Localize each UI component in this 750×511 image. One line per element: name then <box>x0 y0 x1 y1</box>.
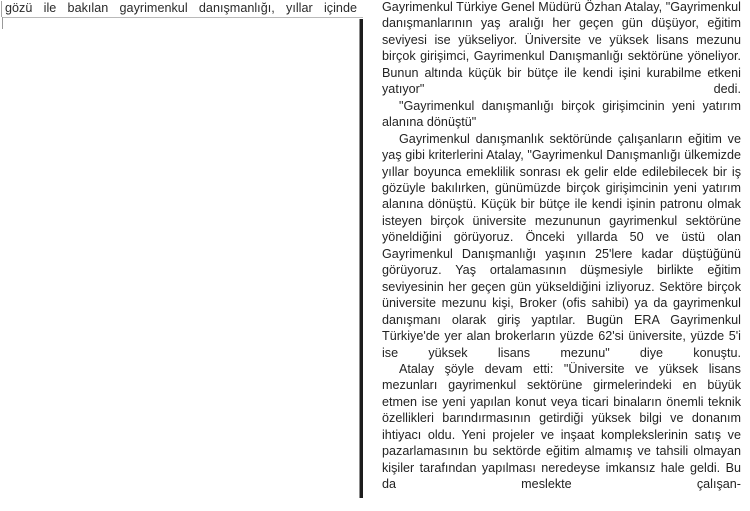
paragraph: Gayrimenkul Türkiye Genel Müdürü Özhan Atalay, "Gayrimenkul danışmanlarının yaş aralığı her geçen gün düşüyor, eğitim seviyesi ise yükseliyor. Üniversite ve yüksek lisans mezunu birçok girişimci, Gayrimenkul Danışmanlığı sektörüne yöneliyor. Bunun altında küçük bir bütçe ile kendi işini kurabilme etkeni yatıyor" dedi. <box>382 0 741 97</box>
photo-placeholder-box <box>2 17 363 498</box>
photo-box-top-border <box>2 17 363 18</box>
photo-box-left-border <box>2 17 3 29</box>
paragraph: Gayrimenkul danışmanlık sektöründe çalışanların eğitim ve yaş gibi kriterlerini Atalay, "Gayrimenkul Danışmanlığı ülkemizde yıllar boyunca emeklilik sonrası ek gelir elde edilebilecek bir iş gözüyle bakılırken, günümüzde birçok girişimcinin yeni yatırım alanına dönüştü. Küçük bir bütçe ile kendi işinin patronu olmak isteyen birçok üniversite mezununun gayrimenkul sektörüne yöneldiğini görüyoruz. Önceki yıllarda 50 ve üstü olan Gayrimenkul Danışmanlığı yaşının 25'lere kadar düştüğünü görüyoruz. Yaş ortalamasının düşmesiyle birlikte eğitim seviyesinin her geçen gün yükseldiğini izliyoruz. Sektöre birçok üniversite mezunu kişi, Broker (ofis sahibi) ya da gayrimenkul danışmanı olarak giriş yaptılar. Bugün ERA Gayrimenkul Türkiye'de yer alan brokerların yüzde 62'si üniversite, yüzde 5'i ise yüksek lisans mezunu" diye konuştu. <box>382 131 741 360</box>
paragraph: Atalay şöyle devam etti: "Üniversite ve yüksek lisans mezunları gayrimenkul sektörüne girmelerindeki en büyük etmen ise yeni yapılan konut veya ticari binaların önemli teknik özellikleri barındırmasının getirdiği yüksek bilgi ve donanım ihtiyacı oldu. Yeni projeler ve inşaat komplekslerinin satış ve pazarlamasının bu sektörde eğitim almamış ve tahsili olmayan kişiler tarafından yapılması neredeyse imkansız hale geldi. Bu da meslekte çalışan- <box>382 361 741 492</box>
article-body <box>382 0 741 493</box>
photo-box-right-border <box>360 19 363 498</box>
left-column <box>0 0 366 510</box>
left-column-caption-line: gözü ile bakılan gayrimenkul danışmanlığı, yıllar içinde <box>5 1 357 15</box>
left-column-rule <box>1 1 2 17</box>
right-column <box>382 0 741 511</box>
paragraph: "Gayrimenkul danışmanlığı birçok girişimcinin yeni yatırım alanına dönüştü" <box>382 98 741 130</box>
